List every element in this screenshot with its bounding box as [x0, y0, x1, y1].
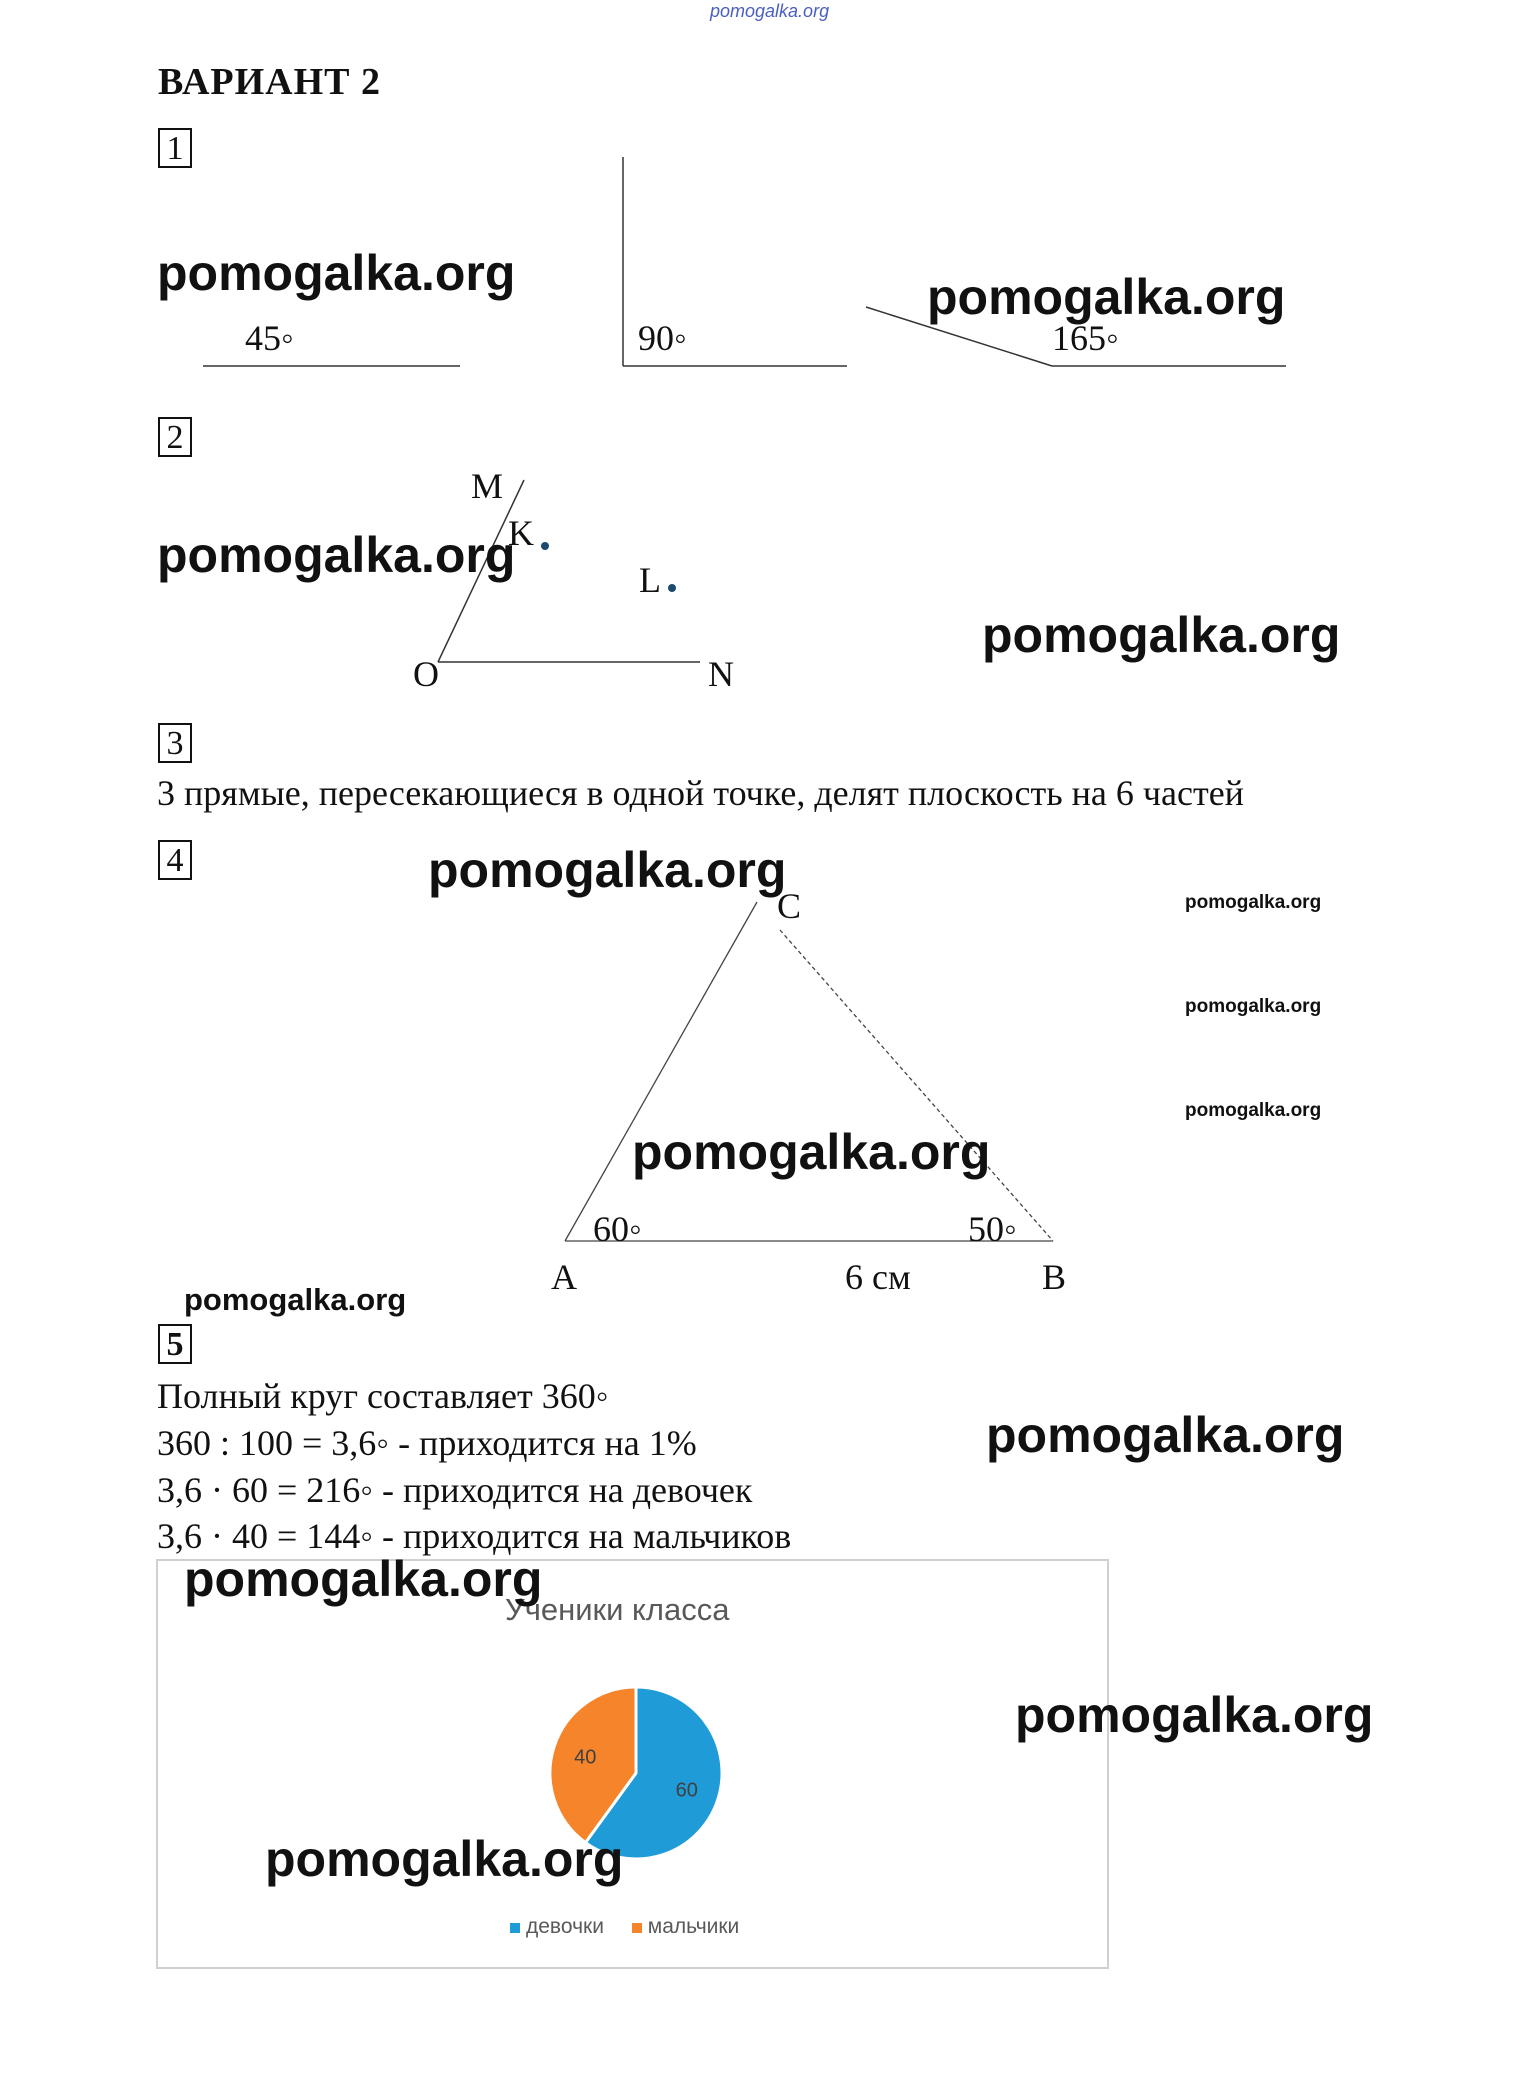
watermark: pomogalka.org [428, 842, 787, 898]
label-L: L [639, 560, 661, 600]
task-1-number: 1 [158, 128, 192, 168]
pie-label-girls: 60 [675, 1779, 698, 1802]
watermark: pomogalka.org [184, 1551, 543, 1607]
watermark: pomogalka.org [157, 245, 516, 301]
side-AB-label: 6 см [845, 1257, 911, 1297]
watermark: pomogalka.org [1185, 892, 1322, 913]
point-L [668, 584, 676, 592]
watermark: pomogalka.org [982, 607, 1341, 663]
task-5-number: 5 [158, 1324, 192, 1364]
point-K [541, 542, 549, 550]
task-5-line-3: 3,6 · 60 = 216◦ - приходится на девочек [157, 1470, 753, 1510]
task-2-number: 2 [158, 417, 192, 457]
chart-legend [510, 1915, 739, 1939]
label-C: C [777, 886, 802, 926]
label-A: A [551, 1257, 577, 1297]
angle-165-label: 165◦ [1052, 318, 1119, 358]
task-5-line-4: 3,6 · 40 = 144◦ - приходится на мальчиков [157, 1516, 792, 1556]
pie-label-boys: 40 [574, 1746, 597, 1769]
watermark: pomogalka.org [986, 1407, 1345, 1463]
legend-girls-swatch [510, 1923, 520, 1933]
angle-45-label: 45◦ [245, 318, 294, 358]
top-watermark: pomogalka.org [710, 1, 830, 21]
chart-title: Ученики класса [505, 1592, 730, 1627]
page-title: ВАРИАНТ 2 [158, 61, 382, 103]
label-O: O [413, 654, 439, 694]
task-5-line-2: 360 : 100 = 3,6◦ - приходится на 1% [157, 1423, 697, 1463]
task-4-number: 4 [158, 840, 192, 880]
task-3-number: 3 [158, 723, 192, 763]
legend-boys-label: мальчики [647, 1915, 740, 1938]
side-BC [780, 930, 1053, 1241]
side-AC [565, 902, 757, 1241]
legend-boys-swatch [632, 1923, 642, 1933]
watermark: pomogalka.org [184, 1282, 407, 1317]
watermark: pomogalka.org [1015, 1687, 1374, 1743]
watermark: pomogalka.org [1185, 1100, 1322, 1121]
angle-90-label: 90◦ [638, 318, 687, 358]
label-B: B [1042, 1257, 1067, 1297]
task-3-answer: 3 прямые, пересекающиеся в одной точке, делят плоскость на 6 частей [157, 773, 1244, 813]
angle-B-label: 50◦ [968, 1209, 1017, 1249]
watermark: pomogalka.org [927, 269, 1286, 325]
label-N: N [708, 654, 734, 694]
legend-girls-label: девочки [526, 1915, 604, 1938]
label-M: M [471, 466, 504, 506]
angle-A-label: 60◦ [593, 1209, 642, 1249]
watermark: pomogalka.org [1185, 996, 1322, 1017]
watermark: pomogalka.org [265, 1831, 624, 1887]
watermark: pomogalka.org [632, 1124, 991, 1180]
watermark: pomogalka.org [157, 527, 516, 583]
label-K: K [508, 513, 534, 553]
task-5-line-1: Полный круг составляет 360◦ [157, 1376, 609, 1416]
